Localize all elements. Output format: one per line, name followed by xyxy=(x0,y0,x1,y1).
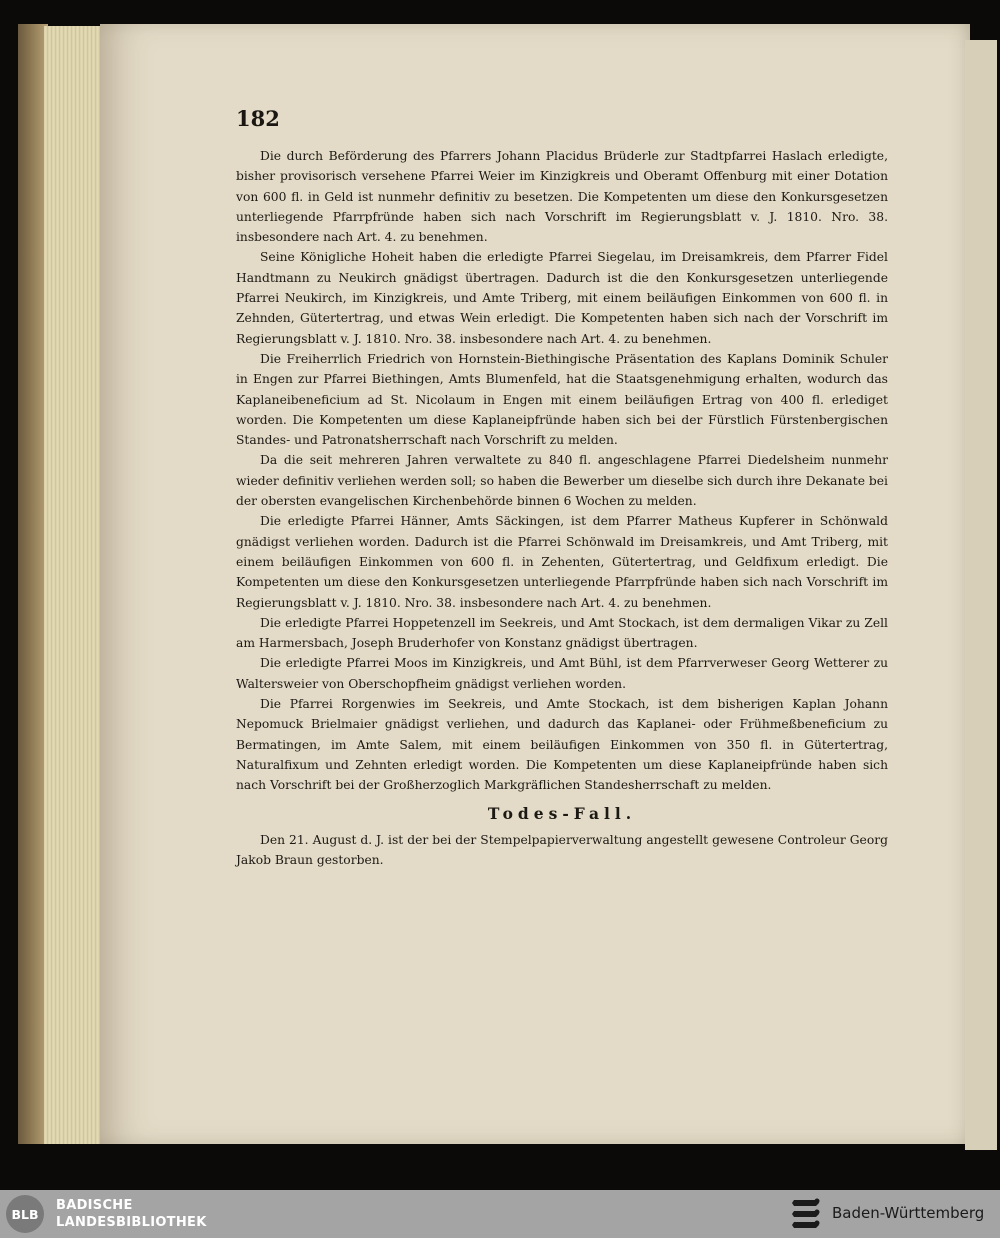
paragraph: Die erledigte Pfarrei Hoppetenzell im Seekreis, und Amt Stockach, ist dem dermaligen Vikar zu Zell am Harmersbach, Joseph Bruderhofer von Konstanz gnädigst übertragen. xyxy=(236,615,888,651)
lions-emblem-icon xyxy=(790,1194,824,1234)
facing-page-edge xyxy=(965,40,997,1150)
page-number: 182 xyxy=(236,106,280,131)
paragraph: Die erledigte Pfarrei Hänner, Amts Säckingen, ist dem Pfarrer Matheus Kupferer in Schönwald gnädigst verliehen worden. Dadurch ist die Pfarrei Schönwald im Dreisamkreis, und Amt Triberg, mit einem beiläufigen Einkommen von 600 fl. in Zehenten, Gütertertrag, und Geldfixum erledigt. Die Kompetenten um diese den Konkursgesetzen unterliegende Pfarrpfründe haben sich nach Vorschrift im Regierungsblatt v. J. 1810. Nro. 38. insbesondere nach Art. 4. zu benehmen. xyxy=(236,514,888,610)
library-name-line2: LANDESBIBLIOTHEK xyxy=(56,1215,207,1230)
section-heading: Todes-Fall. xyxy=(487,803,637,823)
paragraph: Die erledigte Pfarrei Moos im Kinzigkreis, und Amt Bühl, ist dem Pfarrverweser Georg Wetterer zu Waltersweier von Oberschopfheim gnädigst verliehen worden. xyxy=(236,656,888,691)
blb-logo[interactable] xyxy=(6,1195,44,1233)
footer-bar xyxy=(0,1190,1000,1238)
paragraph: Seine Königliche Hoheit haben die erledigte Pfarrei Siegelau, im Dreisamkreis, dem Pfarrer Fidel Handtmann zu Neukirch gnädigst übertragen. Dadurch ist die den Konkursgesetzen unterliegende Pfarrei Neukirch, im Kinzigkreis, und Amte Triberg, mit einem beiläufigen Einkommen von 600 fl. in Zehnden, Gütertertrag, und etwas Wein erledigt. Die Kompetenten haben sich nach der Vorschrift im Regierungsblatt v. J. 1810. Nro. 38. insbesondere nach Art. 4. zu benehmen. xyxy=(236,250,888,346)
page-text xyxy=(236,146,888,870)
blb-logo-text: BLB xyxy=(11,1206,39,1222)
library-name-line1: BADISCHE xyxy=(56,1198,133,1213)
paragraph: Den 21. August d. J. ist der bei der Stempelpapierverwaltung angestellt gewesene Controleur Georg Jakob Braun gestorben. xyxy=(236,832,888,868)
library-name[interactable] xyxy=(56,1197,207,1231)
paragraph: Die Freiherrlich Friedrich von Hornstein-Biethingische Präsentation des Kaplans Dominik Schuler in Engen zur Pfarrei Biethingen, Amts Blumenfeld, hat die Staatsgenehmigung erhalten, wodurch das Kaplaneibeneficium ad St. Nicolaum in Engen mit einem beiläufigen Ertrag von 400 fl. erlediget worden. Die Kompetenten um diese Kaplaneipfründe haben sich bei der Fürstlich Fürstenbergischen Standes- und Patronatsherrschaft nach Vorschrift zu melden. xyxy=(236,351,888,448)
paragraph: Die durch Beförderung des Pfarrers Johann Placidus Brüderle zur Stadtpfarrei Haslach erledigte, bisher provisorisch versehene Pfarrei Weier im Kinzigkreis und Oberamt Offenburg mit einer Dotation von 600 fl. in Geld ist nunmehr definitiv zu besetzen. Die Kompetenten um diese den Konkursgesetzen unterliegende Pfarrpfründe haben sich nach Vorschrift im Regierungsblatt v. J. 1810. Nro. 38. insbesondere nach Art. 4. zu benehmen. xyxy=(236,149,888,245)
paragraph: Die Pfarrei Rorgenwies im Seekreis, und Amte Stockach, ist dem bisherigen Kaplan Johann Nepomuck Brielmaier gnädigst verliehen, und dadurch das Kaplanei- oder Frühmeßbeneficium zu Bermatingen, im Amte Salem, mit einem beiläufigen Einkommen von 350 fl. in Gütertertrag, Naturalfixum und Zehnten erledigt worden. Die Kompetenten um diese Kaplaneipfründe haben sich nach Vorschrift bei der Großherzoglich Markgräflichen Standesherrschaft zu melden. xyxy=(236,697,888,793)
paragraph: Da die seit mehreren Jahren verwaltete zu 840 fl. angeschlagene Pfarrei Diedelsheim nunmehr wieder definitiv verliehen werden soll; so haben die Bewerber um dieselbe sich durch ihre Dekanate bei der obersten evangelischen Kirchenbehörde binnen 6 Wochen zu melden. xyxy=(236,453,888,509)
state-name[interactable]: Baden-Württemberg xyxy=(832,1204,985,1222)
